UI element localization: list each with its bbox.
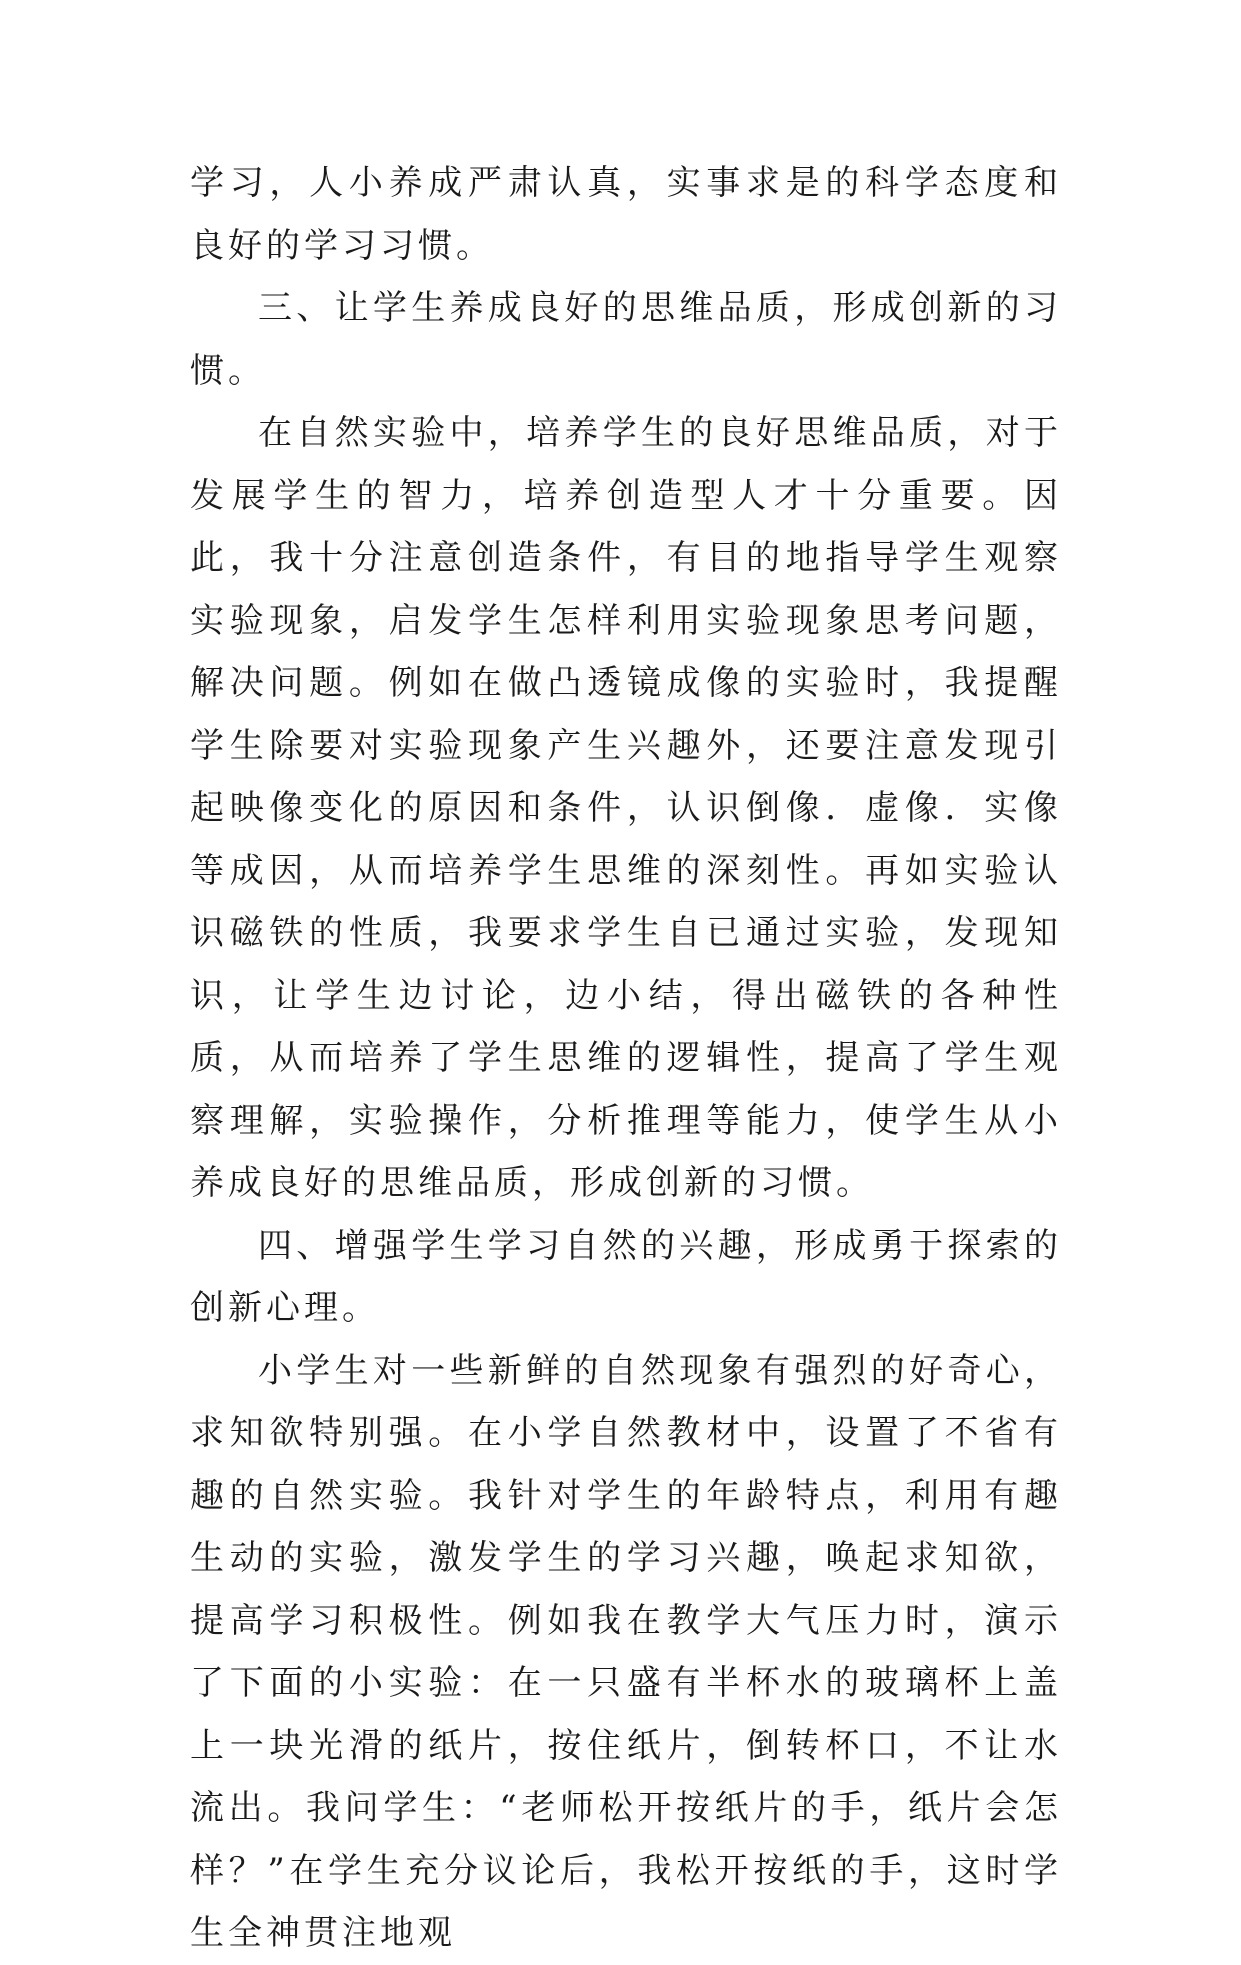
body-text <box>190 152 1062 1965</box>
section-heading-four: 四、增强学生学习自然的兴趣，形成勇于探索的创新心理。 <box>190 1225 1062 1328</box>
paragraph-interest: 小学生对一些新鲜的自然现象有强烈的好奇心，求知欲特别强。在小学自然教材中，设置了不省有趣的自然实验。我针对学生的年龄特点，利用有趣生动的实验，激发学生的学习兴趣，唤起求知欲，提高学习积极性。例如我在教学大气压力时，演示了下面的小实验：在一只盛有半杯水的玻璃杯上盖上一块光滑的纸片，按住纸片，倒转杯口，不让水流出。我问学生：“老师松开按纸片的手，纸片会怎样？”在学生充分议论后，我松开按纸的手，这时学生全神贯注地观 <box>190 1350 1062 1953</box>
paragraph-thinking-quality: 在自然实验中，培养学生的良好思维品质，对于发展学生的智力，培养创造型人才十分重要。因此，我十分注意创造条件，有目的地指导学生观察实验现象，启发学生怎样利用实验现象思考问题，解决问题。例如在做凸透镜成像的实验时，我提醒学生除要对实验现象产生兴趣外，还要注意发现引起映像变化的原因和条件，认识倒像．虚像．实像等成因，从而培养学生思维的深刻性。再如实验认识磁铁的性质，我要求学生自已通过实验，发现知识，让学生边讨论，边小结，得出磁铁的各种性质，从而培养了学生思维的逻辑性，提高了学生观察理解，实验操作，分析推理等能力，使学生从小养成良好的思维品质，形成创新的习惯。 <box>190 413 1062 1203</box>
section-heading-three: 三、让学生养成良好的思维品质，形成创新的习惯。 <box>190 288 1062 391</box>
paragraph-continuation: 学习，人小养成严肃认真，实事求是的科学态度和良好的学习习惯。 <box>190 163 1062 266</box>
